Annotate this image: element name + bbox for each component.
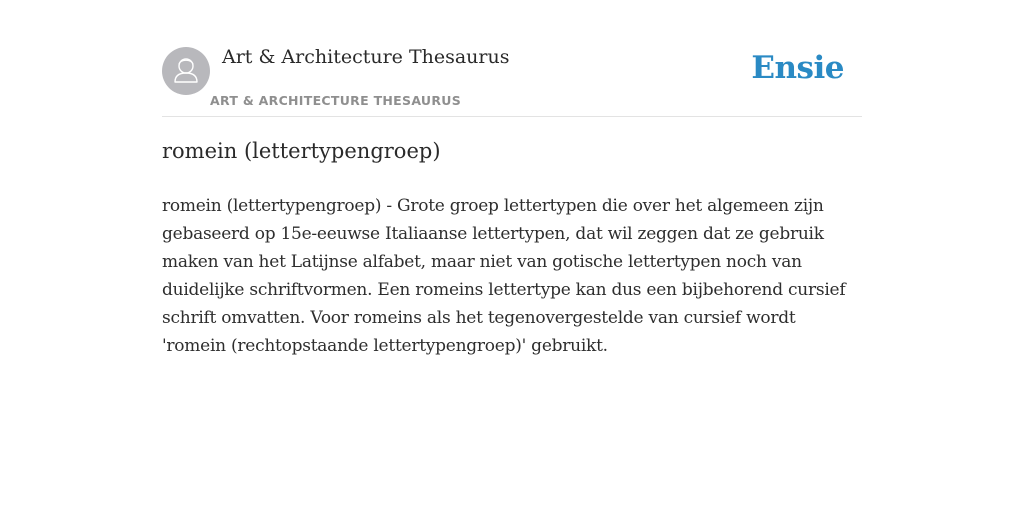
page-container xyxy=(162,0,862,356)
article-body xyxy=(162,192,862,360)
article-body-line: maken van het Latijnse alfabet, maar niet van gotische lettertypen noch van xyxy=(162,252,802,272)
article-body-line: schrift omvatten. Voor romeins als het tegenovergestelde van cursief wordt xyxy=(162,308,796,328)
article-body-line: duidelijke schriftvormen. Een romeins lettertype kan dus een bijbehorend cursief xyxy=(162,280,846,300)
article-body-line: romein (lettertypengroep) - Grote groep lettertypen die over het algemeen zijn xyxy=(162,196,824,216)
article-body-line: gebaseerd op 15e-eeuwse Italiaanse lettertypen, dat wil zeggen dat ze gebruik xyxy=(162,224,824,244)
page-title: romein (lettertypengroep) xyxy=(162,139,441,163)
user-icon xyxy=(162,47,210,95)
avatar[interactable] xyxy=(162,47,210,95)
source-label[interactable]: ART & ARCHITECTURE THESAURUS xyxy=(210,93,462,108)
brand-logo[interactable]: Ensie xyxy=(751,50,844,86)
author-name[interactable]: Art & Architecture Thesaurus xyxy=(222,46,510,68)
page-header xyxy=(162,0,862,117)
article-body-line: 'romein (rechtopstaande lettertypengroep)' gebruikt. xyxy=(162,336,608,356)
